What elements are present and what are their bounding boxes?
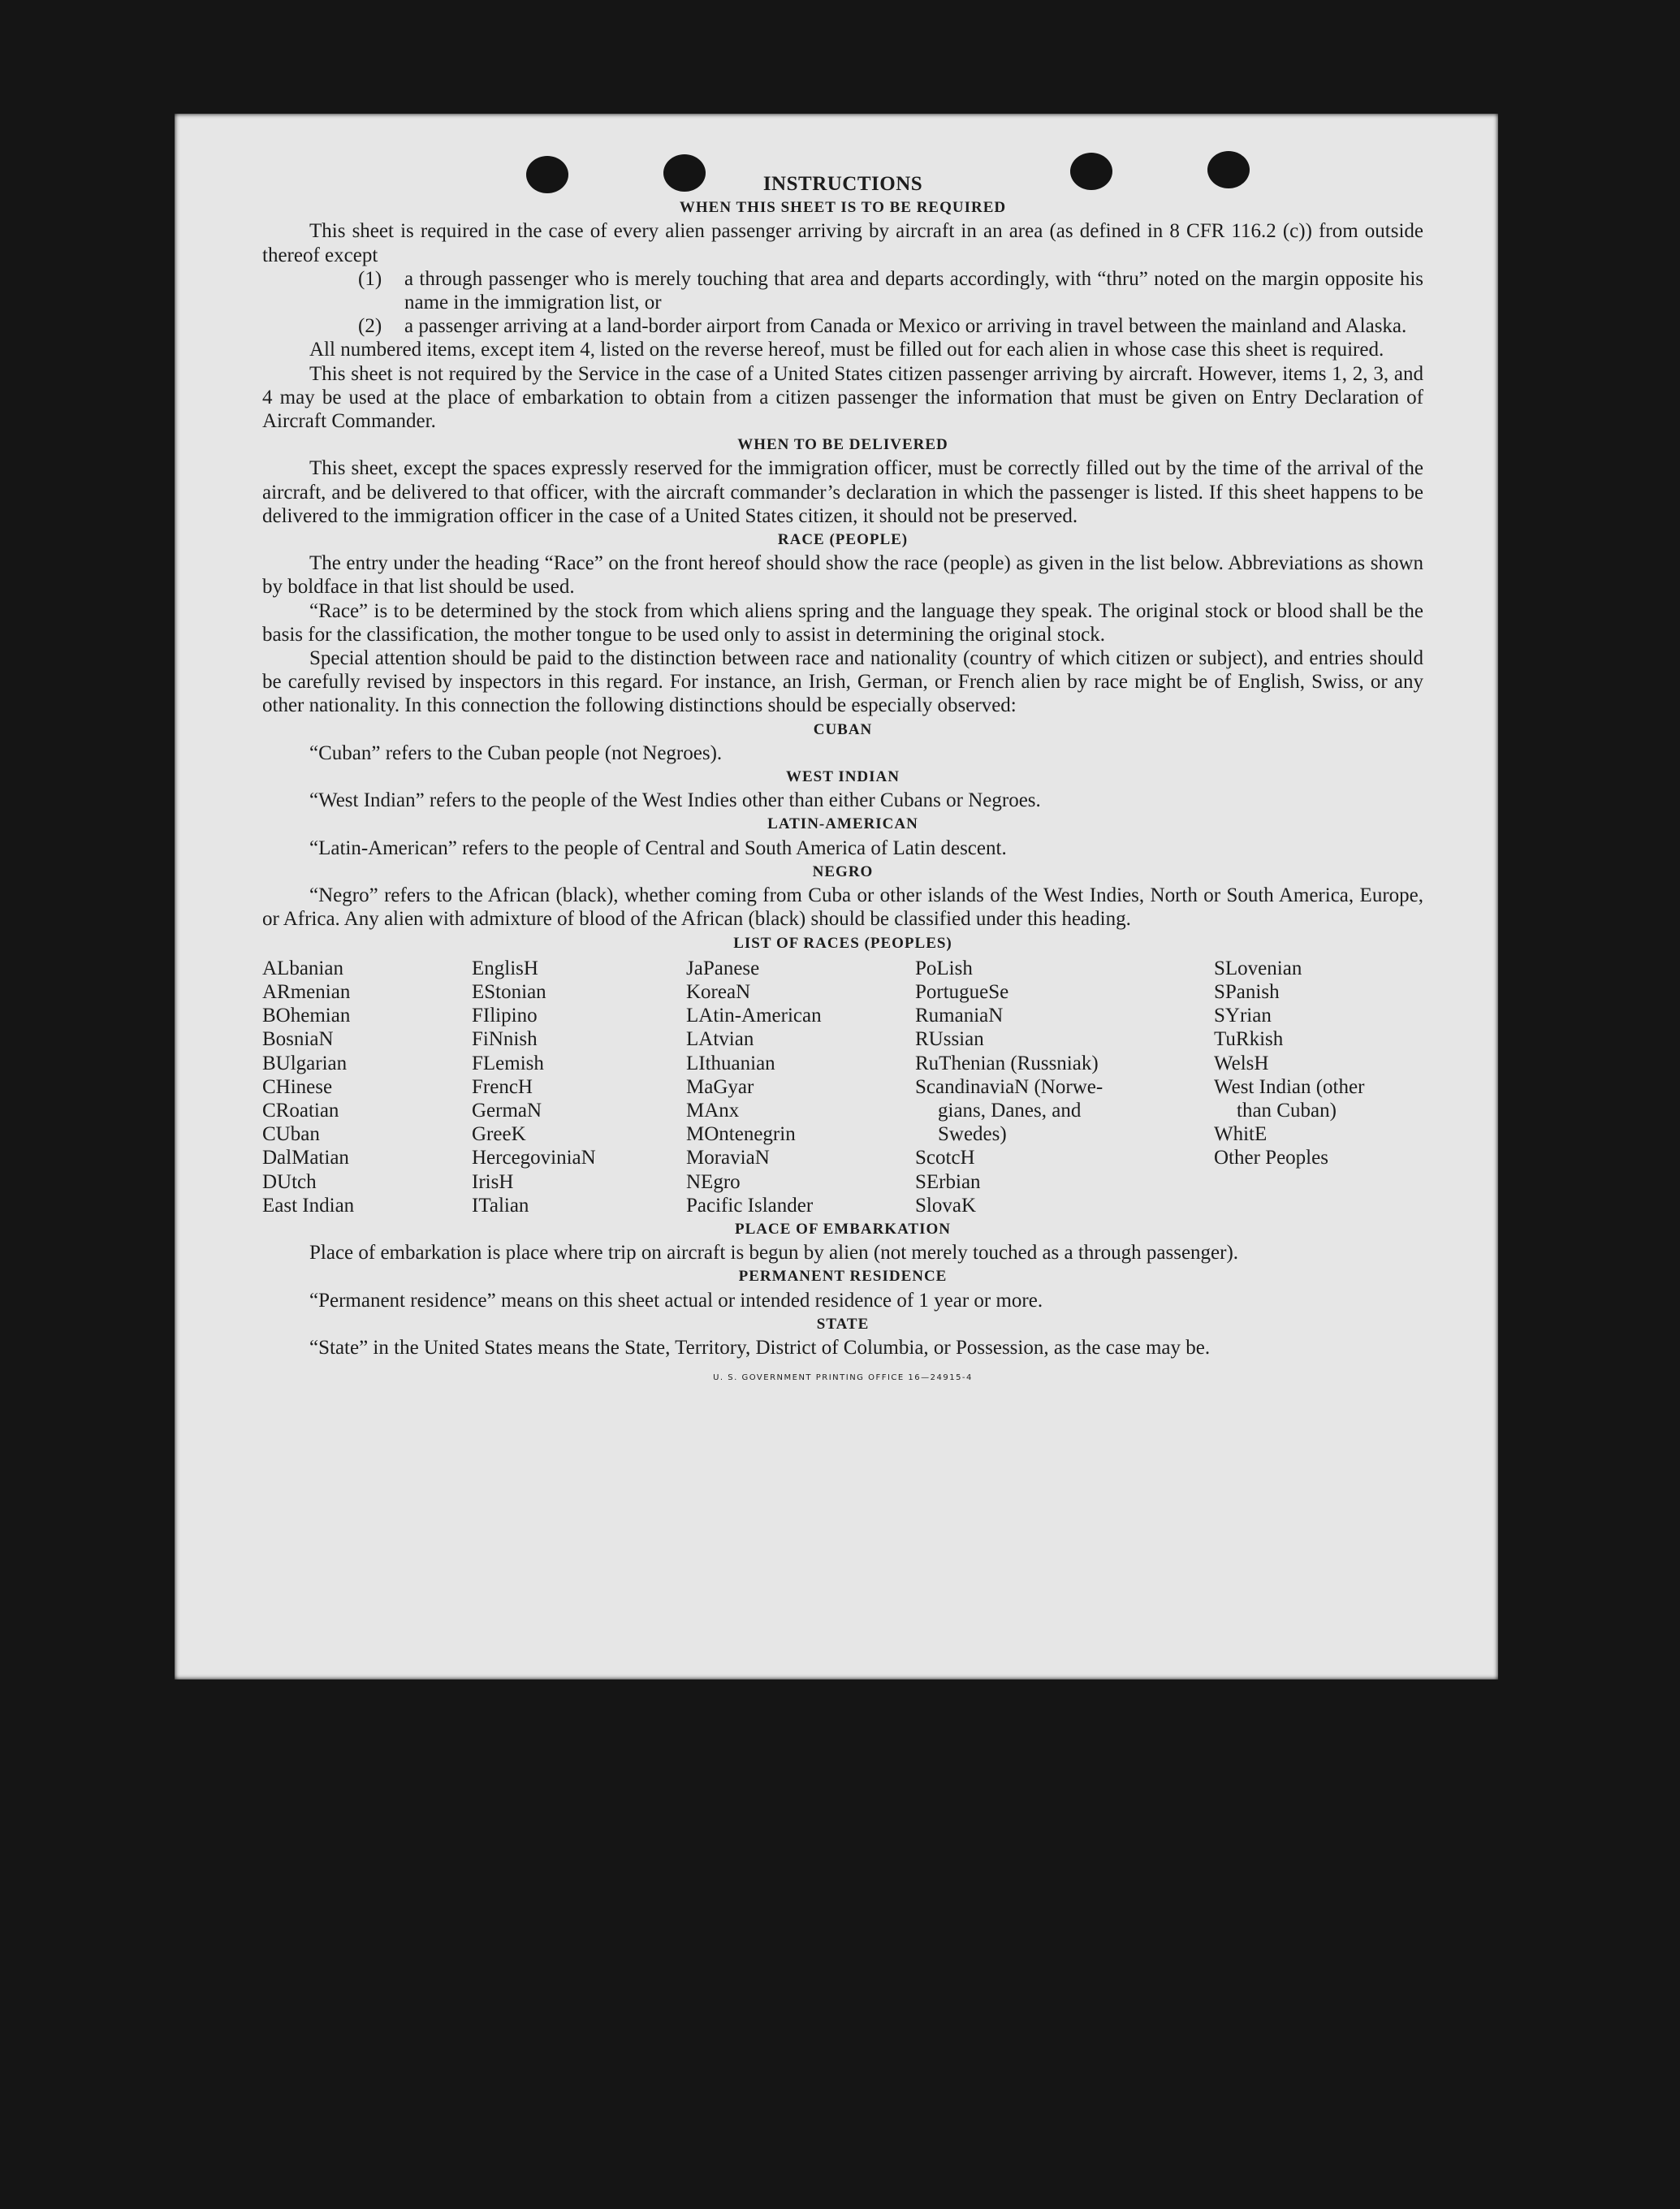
race-entry: MAnx [686,1099,740,1122]
race-entry: East Indian [262,1194,355,1217]
race-entry: CUban [262,1123,320,1146]
race-entry: BosniaN [262,1028,334,1051]
races-column [472,957,686,1217]
race-entry: JaPanese [686,957,760,979]
race-entry: Pacific Islander [686,1194,814,1217]
race-entry: EnglisH [472,957,538,979]
race-entry: CHinese [262,1075,333,1098]
race-entry: RUssian [915,1028,984,1051]
paragraph: The entry under the heading “Race” on the front hereof should show the race (people) as given in the list below. Abbreviations as shown by boldface in that list should be used. [262,552,1423,599]
race-entry: FLemish [472,1052,544,1074]
race-entry: West Indian (other [1214,1075,1365,1098]
race-entry: FiNnish [472,1028,538,1051]
section-heading: LIST OF RACES (PEOPLES) [733,934,952,952]
races-column [1214,957,1423,1217]
paragraph: This sheet is not required by the Service in the case of a United States citizen passenger arriving by aircraft. However, items 1, 2, 3, and 4 may be used at the place of embarkation to obtain from a citizen passenger the information that must be given on Entry Declaration of Aircraft Commander. [262,362,1423,433]
race-entry: ALbanian [262,957,343,979]
race-entry: SlovaK [915,1194,976,1217]
numbered-item [262,314,1423,338]
race-entry: LIthuanian [686,1052,775,1074]
race-entry: FrencH [472,1075,533,1098]
section-heading: PLACE OF EMBARKATION [735,1220,951,1238]
race-entry: GreeK [472,1123,526,1146]
race-entry: CRoatian [262,1099,339,1122]
race-entry: Swedes) [938,1123,1007,1146]
document-body [262,172,1423,1390]
race-entry: WhitE [1214,1123,1268,1146]
document-sheet [175,114,1498,1679]
item-text: a passenger arriving at a land-border airport from Canada or Mexico or arriving in travel between the mainland and Alaska. [404,315,1407,338]
race-entry: SLovenian [1214,957,1302,979]
race-entry: PoLish [915,957,973,979]
paragraph: Place of embarkation is place where trip on aircraft is begun by alien (not merely touched as a through passenger). [309,1242,1239,1264]
race-entry: DUtch [262,1170,317,1193]
race-entry: BUlgarian [262,1052,348,1074]
race-entry: SYrian [1214,1005,1272,1027]
races-column [915,957,1214,1217]
race-entry: ScandinaviaN (Norwe- [915,1075,1103,1098]
race-entry: TuRkish [1214,1028,1284,1051]
printer-line: U. S. GOVERNMENT PRINTING OFFICE 16—24915-4 [713,1373,973,1383]
document-title: INSTRUCTIONS [762,173,923,195]
race-entry: MOntenegrin [686,1123,796,1146]
paragraph: “West Indian” refers to the people of the West Indies other than either Cubans or Negroes. [309,789,1041,812]
race-entry: HercegoviniaN [472,1147,596,1169]
section-heading: WHEN THIS SHEET IS TO BE REQUIRED [679,199,1007,217]
race-entry: MaGyar [686,1075,754,1098]
race-entry: WelsH [1214,1052,1269,1074]
race-entry: than Cuban) [1237,1099,1337,1122]
race-entry: ITalian [472,1194,529,1217]
paragraph: “Cuban” refers to the Cuban people (not Negroes). [309,741,723,764]
paragraph: “Latin-American” refers to the people of Central and South America of Latin descent. [309,836,1007,859]
race-entry: SPanish [1214,980,1280,1003]
race-entry: MoraviaN [686,1147,770,1169]
numbered-item [262,267,1423,314]
paragraph: All numbered items, except item 4, listed on the reverse hereof, must be filled out for each alien in whose case this sheet is required. [309,339,1384,361]
section-heading: WHEN TO BE DELIVERED [737,436,948,454]
race-entry: LAtin-American [686,1005,822,1027]
paragraph: This sheet, except the spaces expressly reserved for the immigration officer, must be correctly filled out by the time of the arrival of the aircraft, and be delivered to that officer, with the aircraft commander’s declaration in which the passenger is listed. If this sheet happens to be delivered to the immigration officer in the case of a United States citizen, it should not be preserved. [262,457,1423,527]
item-number: (2) [358,315,382,338]
races-list [262,957,1423,1217]
section-heading: WEST INDIAN [786,768,900,786]
section-heading: STATE [816,1315,870,1333]
races-column [686,957,915,1217]
item-number: (1) [358,267,382,290]
paragraph: “Permanent residence” means on this sheet actual or intended residence of 1 year or more. [309,1289,1043,1312]
section-heading: RACE (PEOPLE) [777,531,909,549]
paragraph: Special attention should be paid to the distinction between race and nationality (country of which citizen or subject), and entries should be carefully revised by inspectors in this regard. For instance, an Irish, German, or French alien by race might be of English, Swiss, or any other nationality. In this connection the following distinctions should be especially observed: [262,647,1423,717]
paragraph: This sheet is required in the case of every alien passenger arriving by aircraft in an area (as defined in 8 CFR 116.2 (c)) from outside thereof except [262,220,1423,266]
section-heading: NEGRO [812,862,874,880]
race-entry: FIlipino [472,1005,538,1027]
section-heading: LATIN-AMERICAN [767,815,918,833]
race-entry: KoreaN [686,980,751,1003]
race-entry: PortugueSe [915,980,1009,1003]
paragraph: “Negro” refers to the African (black), whether coming from Cuba or other islands of the West Indies, North or South America, Europe, or Africa. Any alien with admixture of blood of the African (black) should be classified under this heading. [262,884,1423,931]
race-entry: gians, Danes, and [938,1099,1082,1122]
race-entry: LAtvian [686,1028,754,1051]
race-entry: SErbian [915,1170,981,1193]
races-column [262,957,472,1217]
race-entry: IrisH [472,1170,514,1193]
section-heading: CUBAN [813,720,873,738]
section-heading: PERMANENT RESIDENCE [738,1268,948,1286]
race-entry: RuThenian (Russniak) [915,1052,1099,1074]
race-entry: BOhemian [262,1005,351,1027]
race-entry: Other Peoples [1214,1147,1328,1169]
race-entry: NEgro [686,1170,741,1193]
race-entry: GermaN [472,1099,542,1122]
race-entry: ARmenian [262,980,351,1003]
race-entry: ScotcH [915,1147,975,1169]
item-text: a through passenger who is merely touching that area and departs accordingly, with “thru” noted on the margin opposite his name in the immigration list, or [404,267,1423,314]
paragraph: “Race” is to be determined by the stock from which aliens spring and the language they speak. The original stock or blood shall be the basis for the classification, the mother tongue to be used only to assist in determining the original stock. [262,599,1423,646]
paragraph: “State” in the United States means the State, Territory, District of Columbia, or Possession, as the case may be. [309,1336,1211,1359]
race-entry: EStonian [472,980,546,1003]
race-entry: RumaniaN [915,1005,1004,1027]
race-entry: DalMatian [262,1147,349,1169]
